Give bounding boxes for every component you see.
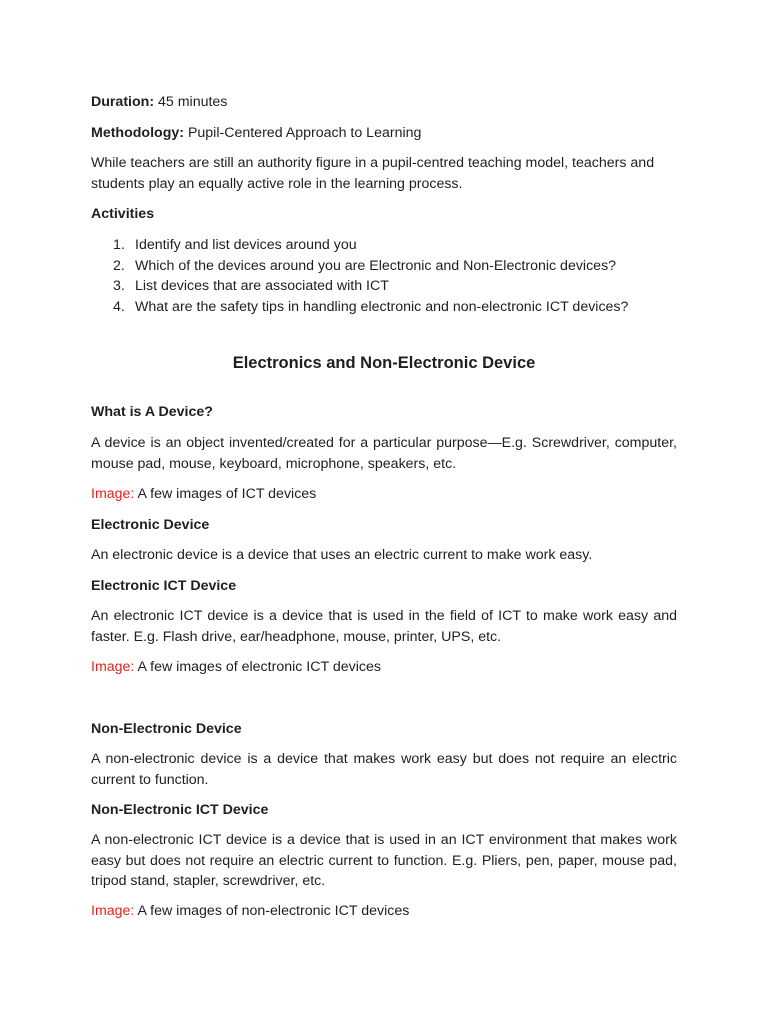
list-item-number: 2. — [113, 257, 125, 274]
duration-label: Duration: — [91, 94, 155, 110]
list-item-number: 1. — [113, 237, 125, 253]
duration-value: 45 minutes — [154, 94, 228, 110]
section-title: Electronics and Non-Electronic Device — [232, 354, 536, 372]
image-label: Image: — [91, 903, 135, 919]
what-is-device-body: A device is an object invented/created for a particular purpose—E.g. Screwdriver, computer, mouse pad, mouse, keyboard, microphone, speakers, etc. — [91, 435, 677, 472]
electronic-ict-device-heading: Electronic ICT Device — [91, 578, 237, 594]
ict-devices-image-caption — [91, 484, 677, 505]
methodology-line — [91, 123, 677, 144]
electronic-device-heading: Electronic Device — [91, 517, 210, 533]
non-electronic-ict-device-body: A non-electronic ICT device is a device that is used in an ICT environment that makes work easy but does not require an electric current to function. E.g. Pliers, pen, paper, mouse pad, tripod stand, stapler, screwdriver, etc. — [91, 832, 677, 889]
electronic-ict-device-body: An electronic ICT device is a device that is used in the field of ICT to make work easy and faster. E.g. Flash drive, ear/headphone, mouse, printer, UPS, etc. — [91, 608, 677, 645]
document-page — [91, 0, 677, 1024]
image-caption-text: A few images of ICT devices — [134, 486, 317, 502]
non-electronic-device-heading: Non-Electronic Device — [91, 721, 242, 737]
list-item — [91, 297, 677, 318]
what-is-device-heading: What is A Device? — [91, 404, 213, 420]
electronic-ict-image-caption — [91, 657, 677, 678]
list-item — [91, 235, 677, 256]
image-caption-text: A few images of non-electronic ICT devices — [134, 903, 410, 919]
list-item — [91, 276, 677, 297]
list-item-number: 4. — [113, 298, 125, 315]
image-label: Image: — [91, 659, 135, 675]
list-item-text: What are the safety tips in handling electronic and non-electronic ICT devices? — [135, 298, 629, 315]
non-electronic-ict-device-heading: Non-Electronic ICT Device — [91, 802, 269, 818]
intro-paragraph: While teachers are still an authority figure in a pupil-centred teaching model, teachers and students play an equally active role in the learning process. — [91, 155, 655, 192]
image-label: Image: — [91, 486, 135, 502]
list-item — [91, 256, 677, 277]
activities-heading: Activities — [91, 206, 155, 222]
image-caption-text: A few images of electronic ICT devices — [134, 659, 381, 675]
list-item-text: List devices that are associated with ICT — [135, 278, 389, 294]
duration-line — [91, 92, 677, 113]
methodology-value: Pupil-Centered Approach to Learning — [184, 125, 422, 141]
list-item-number: 3. — [113, 278, 125, 294]
electronic-device-body: An electronic device is a device that uses an electric current to make work easy. — [91, 547, 593, 563]
non-electronic-ict-image-caption — [91, 901, 677, 922]
methodology-label: Methodology: — [91, 125, 184, 141]
non-electronic-device-body: A non-electronic device is a device that makes work easy but does not require an electric current to function. — [91, 751, 677, 788]
list-item-text: Which of the devices around you are Electronic and Non-Electronic devices? — [135, 257, 617, 274]
list-item-text: Identify and list devices around you — [135, 237, 357, 253]
activities-list — [91, 235, 677, 317]
